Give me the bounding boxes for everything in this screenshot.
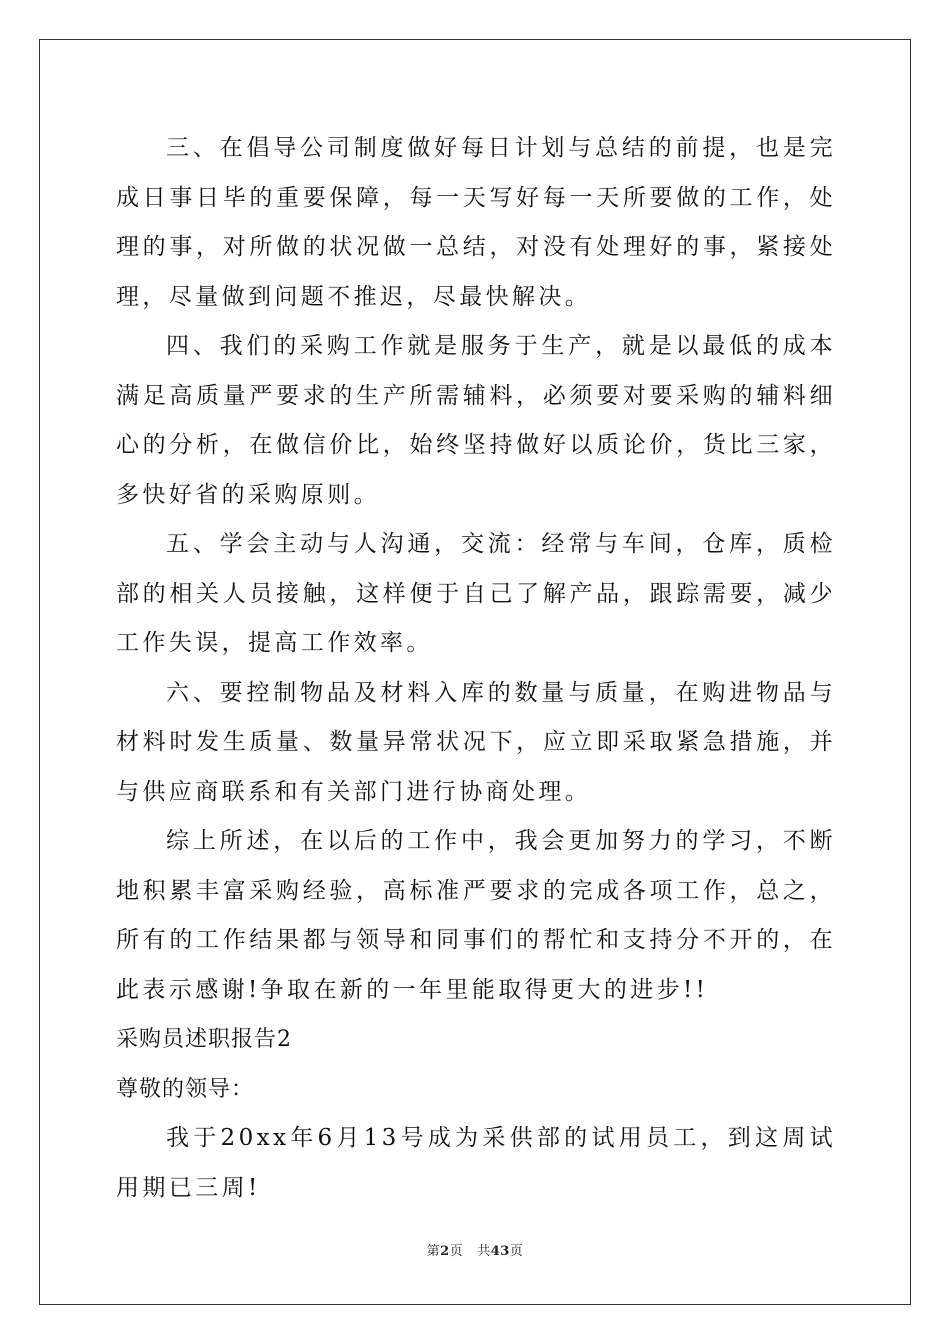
section-title: 采购员述职报告2 xyxy=(116,1027,292,1052)
document-body xyxy=(116,124,836,1213)
page-prefix: 第 xyxy=(426,1244,441,1259)
total-prefix: 共 xyxy=(477,1244,491,1259)
paragraph-4: 四、我们的采购工作就是服务于生产，就是以最低的成本满足高质量严要求的生产所需辅料，必须要对要采购的辅料细心的分析，在做信价比，始终坚持做好以质论价，货比三家，多快好省的采购原则。 xyxy=(116,333,836,508)
salutation: 尊敬的领导： xyxy=(116,1076,255,1102)
paragraph-summary: 综上所述，在以后的工作中，我会更加努力的学习，不断地积累丰富采购经验，高标准严要求的完成各项工作，总之，所有的工作结果都与领导和同事们的帮忙和支持分不开的，在此表示感谢!争取在新的一年里能取得更大的进步!! xyxy=(116,828,836,1003)
paragraph-intro: 我于20xx年6月13号成为采供部的试用员工，到这周试用期已三周! xyxy=(116,1125,836,1201)
page-suffix: 页 xyxy=(449,1244,464,1259)
total-suffix: 页 xyxy=(509,1244,524,1259)
page-number: 2 xyxy=(440,1244,450,1259)
page-footer xyxy=(0,1240,950,1259)
paragraph-5: 五、学会主动与人沟通，交流：经常与车间，仓库，质检部的相关人员接触，这样便于自己了解产品，跟踪需要，减少工作失误，提高工作效率。 xyxy=(116,531,836,656)
total-pages: 43 xyxy=(490,1244,510,1259)
paragraph-3: 三、在倡导公司制度做好每日计划与总结的前提，也是完成日事日毕的重要保障，每一天写好每一天所要做的工作，处理的事，对所做的状况做一总结，对没有处理好的事，紧接处理，尽量做到问题不推迟，尽最快解决。 xyxy=(116,135,836,310)
paragraph-6: 六、要控制物品及材料入库的数量与质量，在购进物品与材料时发生质量、数量异常状况下，应立即采取紧急措施，并与供应商联系和有关部门进行协商处理。 xyxy=(116,679,836,805)
